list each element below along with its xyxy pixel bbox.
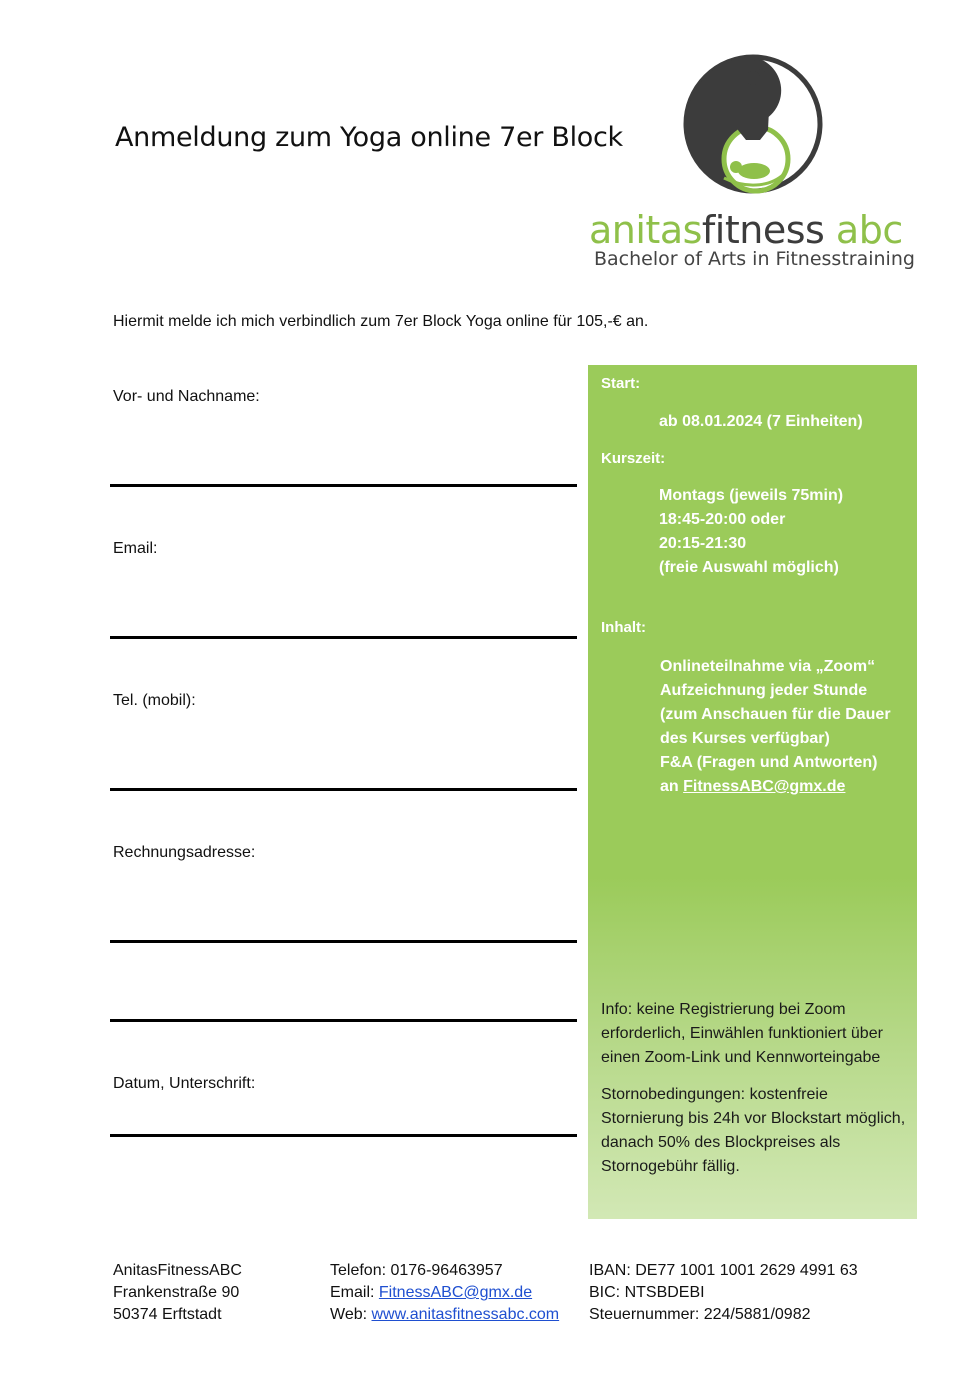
phone-label: Tel. (mobil): bbox=[113, 692, 196, 709]
address-label: Rechnungsadresse: bbox=[113, 844, 256, 861]
phone-field-line[interactable] bbox=[110, 788, 577, 791]
page-title: Anmeldung zum Yoga online 7er Block bbox=[115, 122, 623, 153]
inhalt-email-link[interactable]: FitnessABC@gmx.de bbox=[683, 778, 846, 795]
kurszeit-heading: Kurszeit: bbox=[601, 450, 666, 467]
email-field-line[interactable] bbox=[110, 636, 577, 639]
inhalt-line: (zum Anschauen für die Dauer bbox=[660, 706, 891, 723]
footer-bank bbox=[589, 1260, 858, 1326]
date-signature-line[interactable] bbox=[110, 1134, 577, 1137]
footer-web-row bbox=[330, 1304, 559, 1326]
footer-city: 50374 Erftstadt bbox=[113, 1306, 222, 1323]
footer-web-link[interactable]: www.anitasfitnessabc.com bbox=[371, 1306, 560, 1323]
inhalt-line bbox=[660, 775, 910, 799]
kurszeit-line: (freie Auswahl möglich) bbox=[659, 559, 839, 576]
inhalt-heading: Inhalt: bbox=[601, 619, 646, 636]
kurszeit-details bbox=[659, 484, 843, 580]
footer-email-link[interactable]: FitnessABC@gmx.de bbox=[378, 1284, 533, 1301]
footer-email-prefix: Email: bbox=[330, 1284, 379, 1301]
email-label: Email: bbox=[113, 540, 158, 557]
brand-part-fitness: fitness bbox=[701, 208, 825, 252]
footer-bic: BIC: NTSBDEBI bbox=[589, 1284, 705, 1301]
inhalt-line: Onlineteilnahme via „Zoom“ bbox=[660, 658, 876, 675]
footer-address bbox=[113, 1260, 242, 1326]
brand-part-anitas: anitas bbox=[589, 208, 702, 252]
kurszeit-line: 20:15-21:30 bbox=[659, 535, 747, 552]
date-signature-label: Datum, Unterschrift: bbox=[113, 1075, 256, 1092]
inhalt-line: F&A (Fragen und Antworten) bbox=[660, 754, 878, 771]
storno-text: Stornobedingungen: kostenfreie Stornierung bis 24h vor Blockstart möglich, danach 50% des Blockpreises als Stornogebühr fällig. bbox=[601, 1086, 906, 1175]
kurszeit-line: Montags (jeweils 75min) bbox=[659, 487, 844, 504]
inhalt-email-prefix: an bbox=[660, 778, 684, 795]
footer-web-prefix: Web: bbox=[330, 1306, 372, 1323]
footer-tax: Steuernummer: 224/5881/0982 bbox=[589, 1306, 811, 1323]
footer-iban: IBAN: DE77 1001 1001 2629 4991 63 bbox=[589, 1262, 858, 1279]
inhalt-line: des Kurses verfügbar) bbox=[660, 730, 830, 747]
kurszeit-line: 18:45-20:00 oder bbox=[659, 511, 786, 528]
footer-phone: Telefon: 0176-96463957 bbox=[330, 1262, 503, 1279]
start-value: ab 08.01.2024 (7 Einheiten) bbox=[659, 413, 863, 430]
inhalt-line: Aufzeichnung jeder Stunde bbox=[660, 682, 868, 699]
name-field-line[interactable] bbox=[110, 484, 577, 487]
intro-text: Hiermit melde ich mich verbindlich zum 7er Block Yoga online für 105,-€ an. bbox=[113, 313, 649, 330]
footer-contact bbox=[330, 1260, 559, 1326]
info-text: Info: keine Registrierung bei Zoom erforderlich, Einwählen funktioniert über einen Zoom-Link und Kennworteingabe bbox=[601, 1001, 883, 1066]
address-field-line-1[interactable] bbox=[110, 940, 577, 943]
address-field-line-2[interactable] bbox=[110, 1019, 577, 1022]
inhalt-details bbox=[660, 655, 910, 799]
brand-name bbox=[589, 208, 903, 252]
footer-email-row bbox=[330, 1282, 559, 1304]
footer-company: AnitasFitnessABC bbox=[113, 1262, 242, 1279]
name-label: Vor- und Nachname: bbox=[113, 388, 260, 405]
brand-tagline: Bachelor of Arts in Fitnesstraining bbox=[594, 248, 915, 270]
footer-street: Frankenstraße 90 bbox=[113, 1284, 240, 1301]
brand-part-abc: abc bbox=[835, 208, 903, 252]
start-heading: Start: bbox=[601, 375, 641, 392]
